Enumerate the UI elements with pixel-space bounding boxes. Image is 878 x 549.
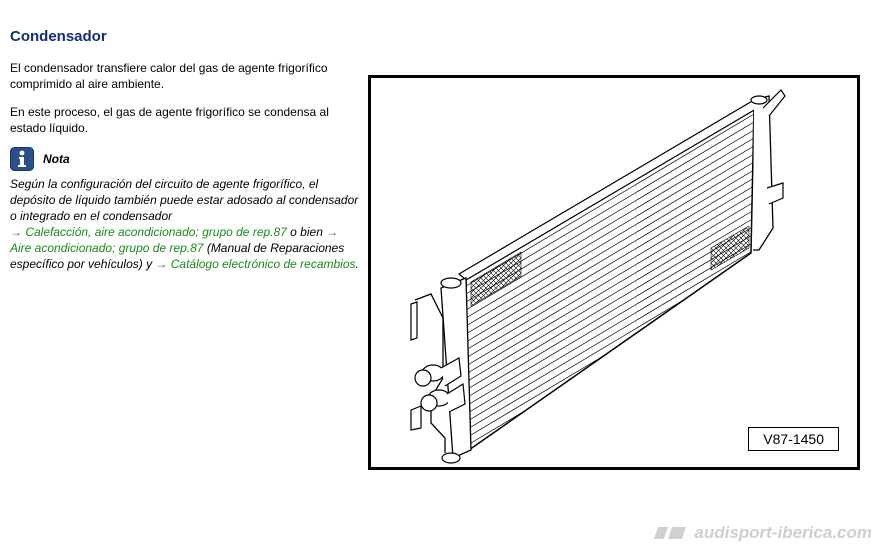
link-aire-acondicionado[interactable]: → Aire acondicionado; grupo de rep.87: [10, 225, 339, 255]
condenser-figure: [368, 75, 860, 470]
page-title: Condensador: [10, 28, 107, 45]
paragraph-2: En este proceso, el gas de agente frigorífico se condensa al estado líquido.: [10, 105, 329, 135]
note-text-2: o bien: [286, 225, 327, 239]
link-calefaccion-aire-acondicionado[interactable]: → Calefacción, aire acondicionado; grupo de rep.87: [10, 225, 287, 239]
note-text: [10, 176, 360, 272]
note-text-1: Según la configuración del circuito de agente frigorífico, el depósito de líquido también puede estar adosado al condensador o integrado en el condensador: [10, 177, 359, 223]
paragraph-1: El condensador transfiere calor del gas de agente frigorífico comprimido al aire ambiente.: [10, 61, 328, 91]
note-text-3: (Manual de Reparaciones específico por vehículos) y: [10, 241, 345, 271]
figure-label: V87-1450: [748, 427, 839, 451]
note-text-4: .: [355, 257, 359, 271]
condenser-drawing: [371, 78, 857, 467]
link-catalogo-recambios[interactable]: → Catálogo electrónico de recambios: [155, 257, 356, 271]
watermark: [654, 523, 872, 543]
watermark-text: audisport-iberica.com: [694, 523, 872, 542]
info-icon: [10, 147, 34, 171]
note-header: [10, 147, 70, 171]
watermark-logo-icon: [654, 525, 688, 541]
note-label: Nota: [43, 152, 70, 166]
